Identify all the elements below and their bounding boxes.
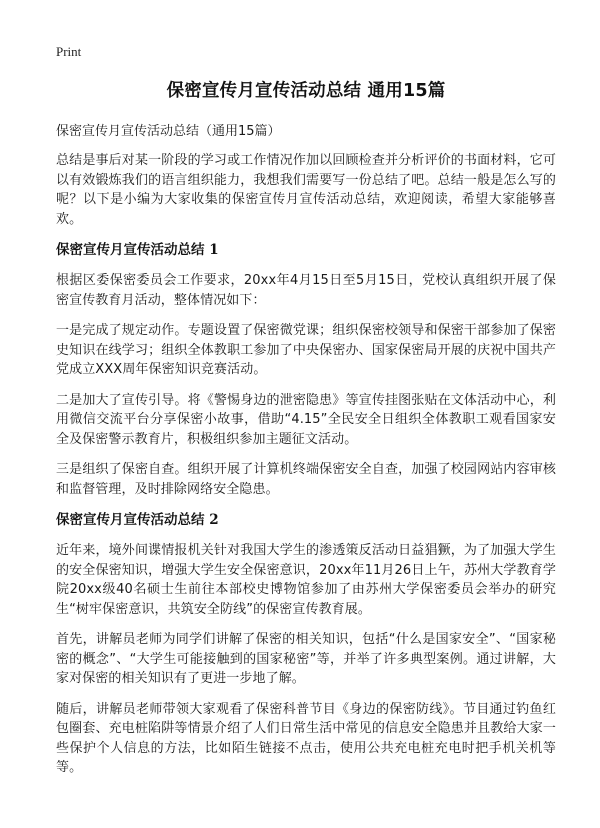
- document-subtitle: 保密宣传月宣传活动总结（通用15篇）: [56, 124, 281, 139]
- section-1-paragraph-1: 根据区委保密委员会工作要求，20xx年4月15日至5月15日，党校认真组织开展了保密宣传教育月活动，整体情况如下：: [56, 273, 556, 308]
- section-1-paragraph-3: 二是加大了宣传引导。将《警惕身边的泄密隐患》等宣传挂图张贴在文体活动中心，利用微信交流平台分享保密小故事，借助“4.15”全民安全日组织全体教职工观看国家安全及保密警示教育片，积极组织参加主题征文活动。: [56, 392, 556, 447]
- section-2-paragraph-3: 随后，讲解员老师带领大家观看了保密科普节目《身边的保密防线》。节目通过钓鱼红包圈套、充电桩陷阱等情景介绍了人们日常生活中常见的信息安全隐患并且教给大家一些保护个人信息的方法，比如陌生链接不点击，使用公共充电桩充电时把手机关机等等。: [56, 701, 556, 775]
- document-title: 保密宣传月宣传活动总结 通用15篇: [166, 81, 446, 101]
- section-1-paragraph-4: 三是组织了保密自查。组织开展了计算机终端保密安全自查，加强了校园网站内容审核和监督管理，及时排除网络安全隐患。: [56, 462, 556, 497]
- intro-paragraph: 总结是事后对某一阶段的学习或工作情况作加以回顾检查并分析评价的书面材料，它可以有效锻炼我们的语言组织能力，我想我们需要写一份总结了吧。总结一般是怎么写的呢？以下是小编为大家收集的保密宣传月宣传活动总结，欢迎阅读，希望大家能够喜欢。: [56, 153, 556, 227]
- section-heading-1: 保密宣传月宣传活动总结 1: [56, 242, 219, 258]
- section-2-paragraph-1: 近年来，境外间谍情报机关针对我国大学生的渗透策反活动日益猖獗，为了加强大学生的安全保密知识，增强大学生安全保密意识，20xx年11月26日上午，苏州大学教育学院20xx级40名硕士生前往本部校史博物馆参加了由苏州大学保密委员会举办的研究生“树牢保密意识，共筑安全防线”的保密宣传教育展。: [56, 543, 556, 617]
- section-1-paragraph-2: 一是完成了规定动作。专题设置了保密微党课；组织保密校领导和保密干部参加了保密史知识在线学习；组织全体教职工参加了中央保密办、国家保密局开展的庆祝中国共产党成立XXX周年保密知识竞赛活动。: [56, 323, 556, 377]
- section-2-paragraph-2: 首先，讲解员老师为同学们讲解了保密的相关知识，包括“什么是国家安全”、“国家秘密的概念”、“大学生可能接触到的国家秘密”等，并举了许多典型案例。通过讲解，大家对保密的相关知识有了更进一步地了解。: [56, 632, 556, 686]
- section-heading-2: 保密宣传月宣传活动总结 2: [56, 512, 219, 528]
- print-label: Print: [56, 44, 82, 59]
